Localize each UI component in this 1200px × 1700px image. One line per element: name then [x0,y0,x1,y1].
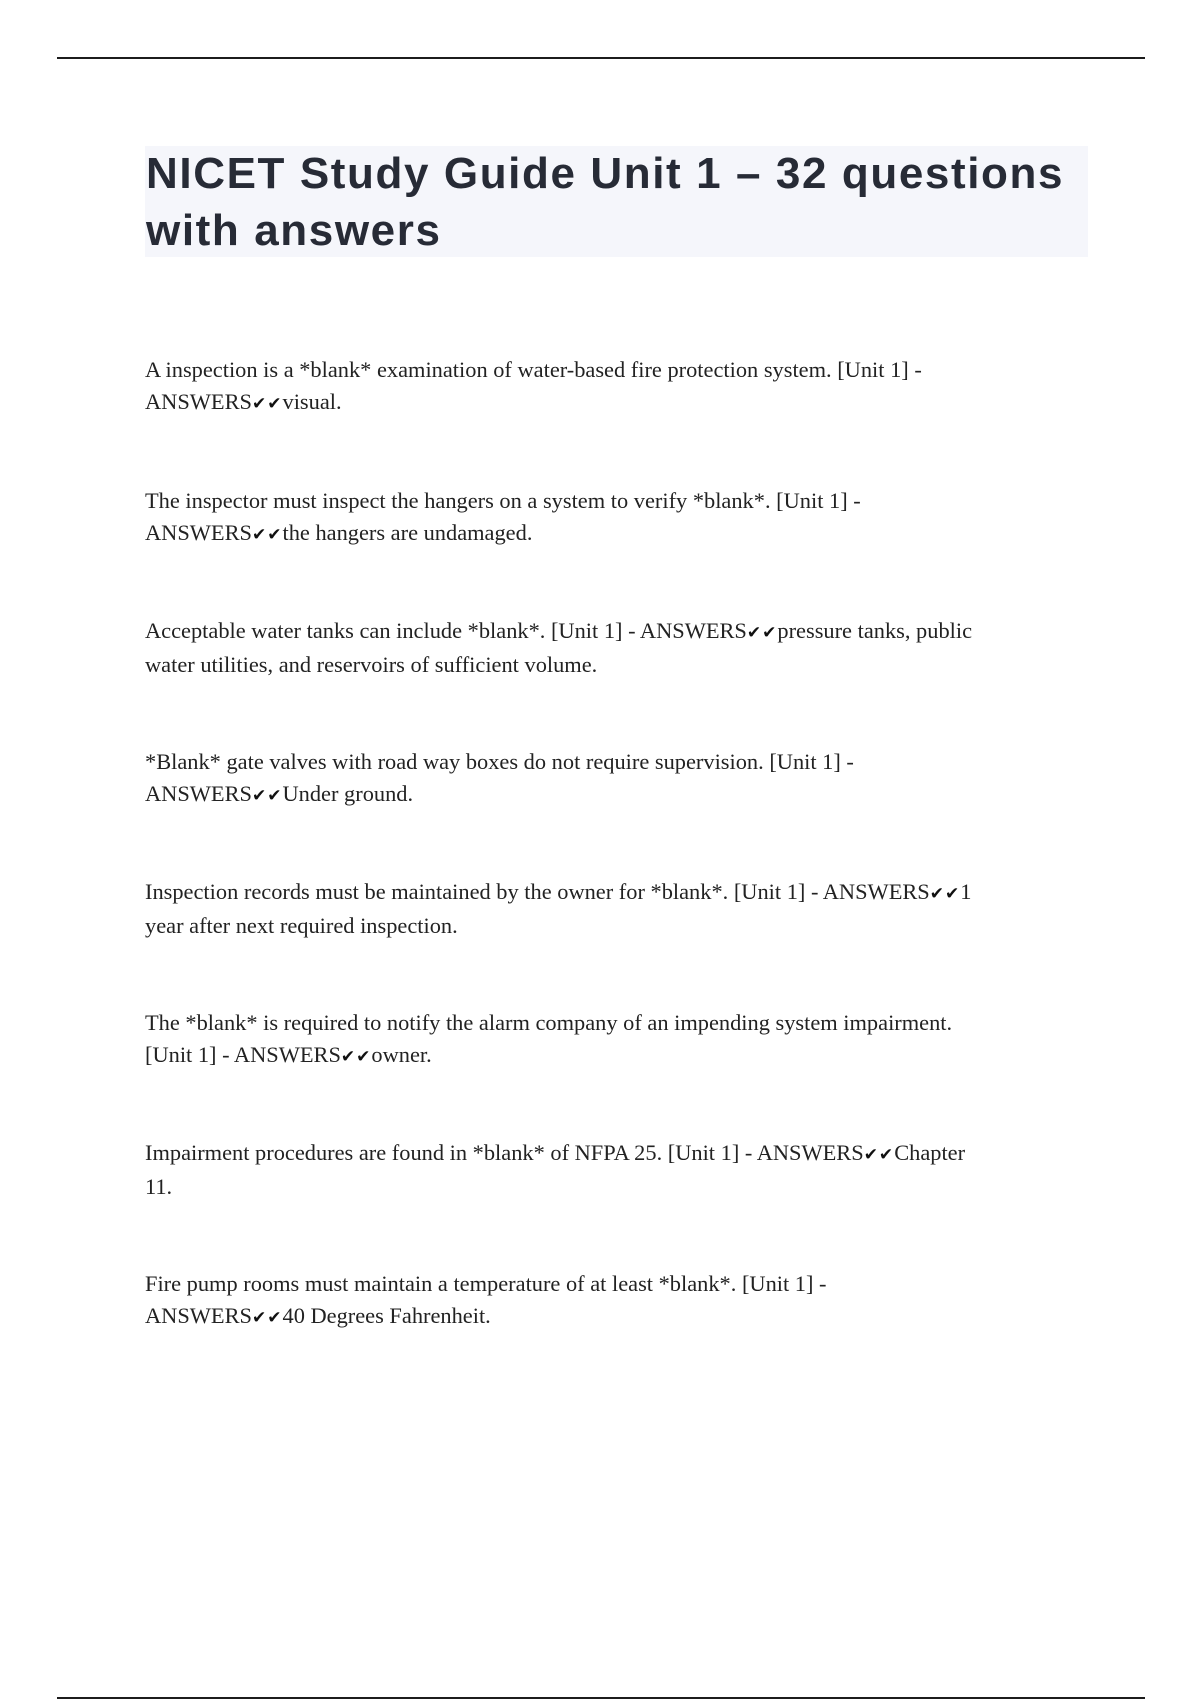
top-divider [57,57,1145,59]
qa-line [145,1268,1105,1300]
double-check-icon: ✔✔ [252,525,283,545]
answer-text: 11. [145,1174,173,1199]
question-text: Fire pump rooms must maintain a temperature of at least *blank*. [Unit 1] - [145,1271,827,1296]
qa-line [145,910,1105,942]
answer-marker: [Unit 1] - ANSWERS [145,1042,341,1067]
qa-item [145,615,1105,681]
double-check-icon: ✔✔ [252,1308,283,1328]
qa-line [145,778,1105,812]
answer-text: pressure tanks, public [777,618,973,643]
qa-item [145,746,1105,812]
qa-line [145,1007,1105,1039]
answer-text: year after next required inspection. [145,913,458,938]
qa-item [145,485,1105,551]
answer-text: 1 [960,879,972,904]
qa-line [145,1137,1105,1171]
qa-line [145,485,1105,517]
page-title [145,146,1088,257]
answer-text: owner. [371,1042,432,1067]
answer-text: Under ground. [282,781,414,806]
answer-text: Chapter [894,1140,966,1165]
double-check-icon: ✔✔ [746,623,778,643]
qa-line [145,649,1105,681]
page-title-line-1: NICET Study Guide Unit 1 – 32 questions [146,149,1065,198]
qa-item [145,876,1105,942]
question-text: Impairment procedures are found in *blank* of NFPA 25. [Unit 1] - ANSWERS [145,1140,864,1165]
qa-line [145,354,1105,386]
page-title-line-2: with answers [146,206,442,255]
qa-line [145,386,1105,420]
qa-item [145,1268,1105,1334]
qa-line [145,517,1105,551]
question-text: A inspection is a *blank* examination of water-based fire protection system. [Unit 1] - [145,357,922,382]
double-check-icon: ✔✔ [929,884,961,904]
qa-line [145,615,1105,649]
qa-line [145,876,1105,910]
qa-line [145,1171,1105,1203]
question-text: The inspector must inspect the hangers on a system to verify *blank*. [Unit 1] - [145,488,861,513]
answer-text: water utilities, and reservoirs of sufficient volume. [145,652,598,677]
question-text: Inspection records must be maintained by the owner for *blank*. [Unit 1] - ANSWERS [145,879,930,904]
qa-line [145,1039,1105,1073]
answer-text: 40 Degrees Fahrenheit. [282,1303,491,1328]
answer-text: visual. [282,389,342,414]
answer-marker: ANSWERS [145,389,252,414]
double-check-icon: ✔✔ [252,394,283,414]
answer-marker: ANSWERS [145,781,252,806]
double-check-icon: ✔✔ [252,786,283,806]
qa-item [145,1007,1105,1073]
answer-marker: ANSWERS [145,1303,252,1328]
question-text: The *blank* is required to notify the alarm company of an impending system impairment. [145,1010,953,1035]
question-text: Acceptable water tanks can include *blank*. [Unit 1] - ANSWERS [145,618,747,643]
answer-marker: ANSWERS [145,520,252,545]
double-check-icon: ✔✔ [340,1047,372,1067]
bottom-divider [57,1697,1145,1699]
qa-item [145,1137,1105,1203]
answer-text: the hangers are undamaged. [282,520,533,545]
qa-line [145,1300,1105,1334]
double-check-icon: ✔✔ [863,1145,895,1165]
qa-line [145,746,1105,778]
qa-item [145,354,1105,420]
question-text: *Blank* gate valves with road way boxes do not require supervision. [Unit 1] - [145,749,854,774]
